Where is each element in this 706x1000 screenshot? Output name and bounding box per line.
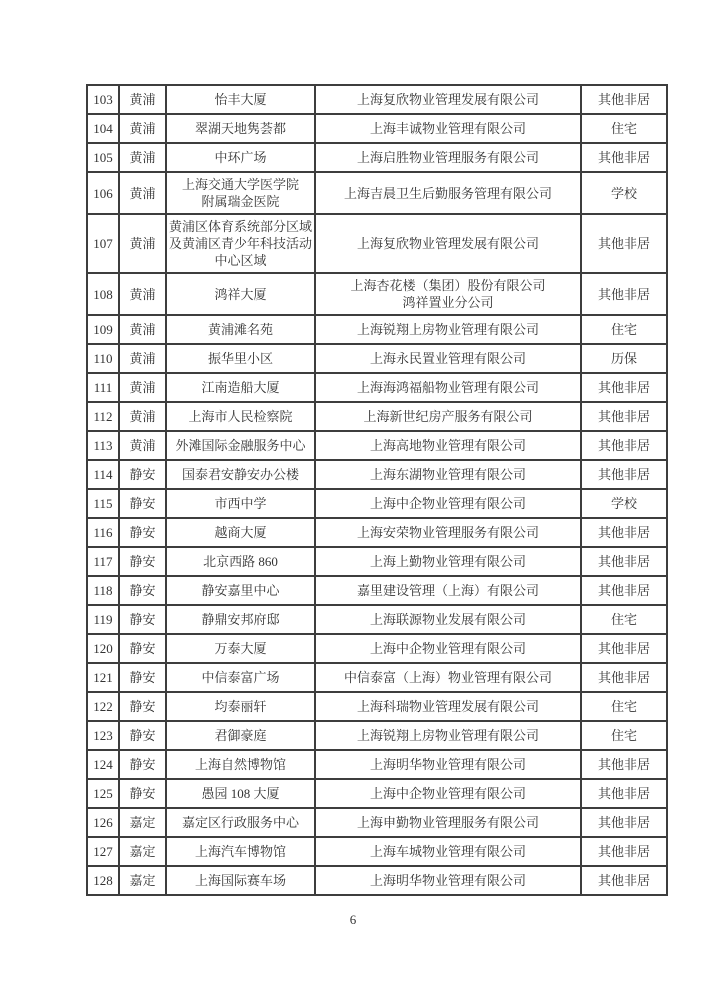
cell-serial-number: 106 bbox=[87, 172, 119, 214]
cell-serial-number: 119 bbox=[87, 605, 119, 634]
cell-district: 静安 bbox=[119, 576, 166, 605]
cell-category: 其他非居 bbox=[581, 663, 667, 692]
cell-building-name: 中环广场 bbox=[166, 143, 315, 172]
table-row bbox=[87, 431, 667, 460]
cell-district: 静安 bbox=[119, 547, 166, 576]
cell-category: 其他非居 bbox=[581, 143, 667, 172]
cell-building-name: 越商大厦 bbox=[166, 518, 315, 547]
cell-category: 其他非居 bbox=[581, 460, 667, 489]
cell-district: 黄浦 bbox=[119, 172, 166, 214]
cell-serial-number: 127 bbox=[87, 837, 119, 866]
cell-company-name: 上海锐翔上房物业管理有限公司 bbox=[315, 721, 581, 750]
cell-building-name: 振华里小区 bbox=[166, 344, 315, 373]
table-row bbox=[87, 143, 667, 172]
cell-district: 黄浦 bbox=[119, 373, 166, 402]
table-row bbox=[87, 605, 667, 634]
table-row bbox=[87, 315, 667, 344]
cell-building-name: 国泰君安静安办公楼 bbox=[166, 460, 315, 489]
cell-building-name: 中信泰富广场 bbox=[166, 663, 315, 692]
cell-district: 静安 bbox=[119, 692, 166, 721]
cell-serial-number: 117 bbox=[87, 547, 119, 576]
table-row bbox=[87, 518, 667, 547]
cell-serial-number: 109 bbox=[87, 315, 119, 344]
cell-company-name: 上海科瑞物业管理发展有限公司 bbox=[315, 692, 581, 721]
table-row bbox=[87, 344, 667, 373]
cell-category: 其他非居 bbox=[581, 750, 667, 779]
cell-company-name: 上海申勤物业管理服务有限公司 bbox=[315, 808, 581, 837]
cell-serial-number: 112 bbox=[87, 402, 119, 431]
cell-serial-number: 104 bbox=[87, 114, 119, 143]
cell-building-name: 上海市人民检察院 bbox=[166, 402, 315, 431]
cell-category: 学校 bbox=[581, 172, 667, 214]
cell-serial-number: 113 bbox=[87, 431, 119, 460]
table-row bbox=[87, 721, 667, 750]
cell-company-name: 上海中企物业管理有限公司 bbox=[315, 634, 581, 663]
table-row bbox=[87, 172, 667, 214]
cell-serial-number: 105 bbox=[87, 143, 119, 172]
cell-category: 住宅 bbox=[581, 692, 667, 721]
cell-serial-number: 116 bbox=[87, 518, 119, 547]
cell-district: 静安 bbox=[119, 634, 166, 663]
cell-building-name: 静安嘉里中心 bbox=[166, 576, 315, 605]
cell-building-name: 北京西路 860 bbox=[166, 547, 315, 576]
table-row bbox=[87, 837, 667, 866]
cell-category: 学校 bbox=[581, 489, 667, 518]
table-row bbox=[87, 750, 667, 779]
cell-district: 静安 bbox=[119, 489, 166, 518]
cell-company-name: 上海安荣物业管理服务有限公司 bbox=[315, 518, 581, 547]
cell-company-name: 上海复欣物业管理发展有限公司 bbox=[315, 214, 581, 273]
table-row bbox=[87, 489, 667, 518]
cell-serial-number: 126 bbox=[87, 808, 119, 837]
cell-district: 黄浦 bbox=[119, 85, 166, 114]
table-row bbox=[87, 547, 667, 576]
cell-category: 其他非居 bbox=[581, 547, 667, 576]
cell-district: 静安 bbox=[119, 518, 166, 547]
cell-company-name: 上海启胜物业管理服务有限公司 bbox=[315, 143, 581, 172]
cell-company-name: 上海中企物业管理有限公司 bbox=[315, 489, 581, 518]
table-row bbox=[87, 273, 667, 315]
cell-category: 其他非居 bbox=[581, 373, 667, 402]
cell-building-name: 嘉定区行政服务中心 bbox=[166, 808, 315, 837]
cell-district: 静安 bbox=[119, 750, 166, 779]
cell-building-name: 上海汽车博物馆 bbox=[166, 837, 315, 866]
cell-serial-number: 111 bbox=[87, 373, 119, 402]
cell-building-name: 翠湖天地隽荟都 bbox=[166, 114, 315, 143]
table-row bbox=[87, 576, 667, 605]
cell-category: 其他非居 bbox=[581, 808, 667, 837]
cell-building-name: 静鼎安邦府邸 bbox=[166, 605, 315, 634]
page-number: 6 bbox=[349, 912, 357, 927]
cell-district: 静安 bbox=[119, 779, 166, 808]
cell-company-name: 中信泰富（上海）物业管理有限公司 bbox=[315, 663, 581, 692]
cell-category: 其他非居 bbox=[581, 273, 667, 315]
cell-serial-number: 118 bbox=[87, 576, 119, 605]
cell-serial-number: 125 bbox=[87, 779, 119, 808]
cell-category: 其他非居 bbox=[581, 576, 667, 605]
cell-district: 静安 bbox=[119, 605, 166, 634]
cell-building-name: 君御豪庭 bbox=[166, 721, 315, 750]
table-row bbox=[87, 114, 667, 143]
cell-category: 住宅 bbox=[581, 605, 667, 634]
table-row bbox=[87, 692, 667, 721]
cell-category: 历保 bbox=[581, 344, 667, 373]
cell-district: 嘉定 bbox=[119, 837, 166, 866]
cell-serial-number: 124 bbox=[87, 750, 119, 779]
cell-company-name: 上海丰诚物业管理有限公司 bbox=[315, 114, 581, 143]
cell-category: 其他非居 bbox=[581, 85, 667, 114]
cell-building-name: 愚园 108 大厦 bbox=[166, 779, 315, 808]
cell-company-name: 上海复欣物业管理发展有限公司 bbox=[315, 85, 581, 114]
cell-company-name: 上海海鸿福船物业管理有限公司 bbox=[315, 373, 581, 402]
cell-building-name: 江南造船大厦 bbox=[166, 373, 315, 402]
cell-company-name: 上海杏花楼（集团）股份有限公司 鸿祥置业分公司 bbox=[315, 273, 581, 315]
cell-serial-number: 121 bbox=[87, 663, 119, 692]
cell-category: 其他非居 bbox=[581, 634, 667, 663]
table-row bbox=[87, 214, 667, 273]
cell-district: 静安 bbox=[119, 721, 166, 750]
cell-district: 嘉定 bbox=[119, 808, 166, 837]
cell-company-name: 上海明华物业管理有限公司 bbox=[315, 866, 581, 895]
cell-district: 黄浦 bbox=[119, 273, 166, 315]
cell-category: 其他非居 bbox=[581, 837, 667, 866]
table-row bbox=[87, 85, 667, 114]
cell-building-name: 怡丰大厦 bbox=[166, 85, 315, 114]
cell-category: 其他非居 bbox=[581, 779, 667, 808]
cell-company-name: 上海联源物业发展有限公司 bbox=[315, 605, 581, 634]
cell-serial-number: 114 bbox=[87, 460, 119, 489]
cell-serial-number: 115 bbox=[87, 489, 119, 518]
cell-building-name: 鸿祥大厦 bbox=[166, 273, 315, 315]
cell-district: 黄浦 bbox=[119, 143, 166, 172]
table-row bbox=[87, 866, 667, 895]
cell-category: 其他非居 bbox=[581, 431, 667, 460]
table-row bbox=[87, 634, 667, 663]
cell-district: 嘉定 bbox=[119, 866, 166, 895]
cell-company-name: 上海车城物业管理有限公司 bbox=[315, 837, 581, 866]
cell-category: 其他非居 bbox=[581, 214, 667, 273]
property-table-body bbox=[87, 85, 667, 895]
cell-building-name: 均泰丽轩 bbox=[166, 692, 315, 721]
cell-company-name: 上海东湖物业管理有限公司 bbox=[315, 460, 581, 489]
table-row bbox=[87, 460, 667, 489]
cell-category: 其他非居 bbox=[581, 402, 667, 431]
cell-serial-number: 123 bbox=[87, 721, 119, 750]
cell-district: 静安 bbox=[119, 663, 166, 692]
cell-company-name: 上海新世纪房产服务有限公司 bbox=[315, 402, 581, 431]
cell-company-name: 上海明华物业管理有限公司 bbox=[315, 750, 581, 779]
cell-district: 黄浦 bbox=[119, 114, 166, 143]
cell-building-name: 市西中学 bbox=[166, 489, 315, 518]
cell-serial-number: 120 bbox=[87, 634, 119, 663]
cell-district: 静安 bbox=[119, 460, 166, 489]
table-row bbox=[87, 779, 667, 808]
cell-serial-number: 122 bbox=[87, 692, 119, 721]
cell-category: 住宅 bbox=[581, 114, 667, 143]
cell-district: 黄浦 bbox=[119, 315, 166, 344]
cell-district: 黄浦 bbox=[119, 431, 166, 460]
cell-company-name: 上海吉晨卫生后勤服务管理有限公司 bbox=[315, 172, 581, 214]
cell-company-name: 上海锐翔上房物业管理有限公司 bbox=[315, 315, 581, 344]
cell-serial-number: 110 bbox=[87, 344, 119, 373]
cell-building-name: 外滩国际金融服务中心 bbox=[166, 431, 315, 460]
table-row bbox=[87, 402, 667, 431]
cell-building-name: 黄浦滩名苑 bbox=[166, 315, 315, 344]
cell-building-name: 上海自然博物馆 bbox=[166, 750, 315, 779]
cell-building-name: 黄浦区体育系统部分区域 及黄浦区青少年科技活动 中心区域 bbox=[166, 214, 315, 273]
cell-district: 黄浦 bbox=[119, 214, 166, 273]
cell-serial-number: 103 bbox=[87, 85, 119, 114]
cell-building-name: 万泰大厦 bbox=[166, 634, 315, 663]
cell-building-name: 上海交通大学医学院 附属瑞金医院 bbox=[166, 172, 315, 214]
cell-category: 其他非居 bbox=[581, 866, 667, 895]
cell-building-name: 上海国际赛车场 bbox=[166, 866, 315, 895]
table-row bbox=[87, 373, 667, 402]
cell-category: 其他非居 bbox=[581, 518, 667, 547]
cell-serial-number: 107 bbox=[87, 214, 119, 273]
cell-district: 黄浦 bbox=[119, 344, 166, 373]
cell-category: 住宅 bbox=[581, 721, 667, 750]
cell-company-name: 上海高地物业管理有限公司 bbox=[315, 431, 581, 460]
cell-company-name: 上海永民置业管理有限公司 bbox=[315, 344, 581, 373]
cell-company-name: 嘉里建设管理（上海）有限公司 bbox=[315, 576, 581, 605]
table-row bbox=[87, 663, 667, 692]
cell-district: 黄浦 bbox=[119, 402, 166, 431]
cell-serial-number: 108 bbox=[87, 273, 119, 315]
cell-category: 住宅 bbox=[581, 315, 667, 344]
cell-company-name: 上海中企物业管理有限公司 bbox=[315, 779, 581, 808]
property-table bbox=[86, 84, 668, 896]
cell-company-name: 上海上勤物业管理有限公司 bbox=[315, 547, 581, 576]
cell-serial-number: 128 bbox=[87, 866, 119, 895]
table-row bbox=[87, 808, 667, 837]
